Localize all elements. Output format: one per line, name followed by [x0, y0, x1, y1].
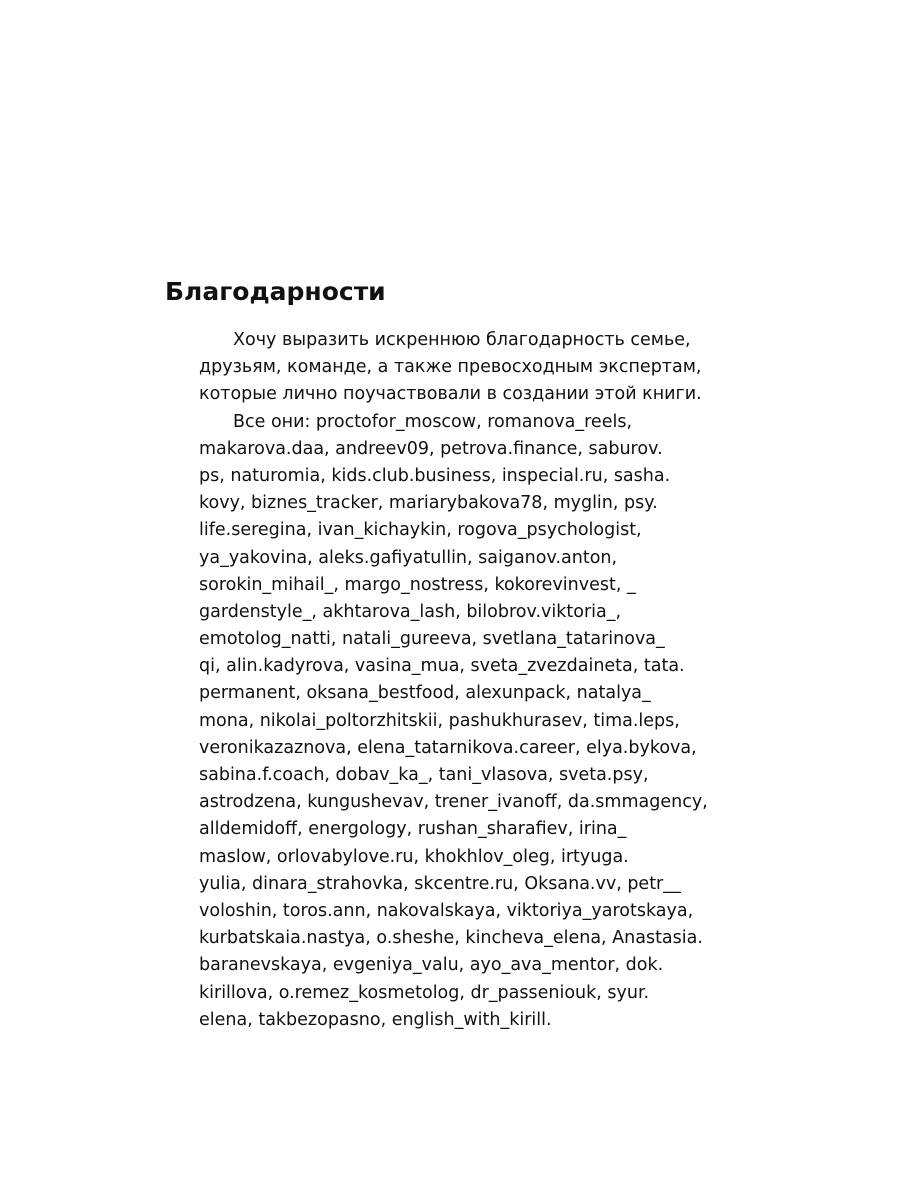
text-line: maslow, orlovabylove.ru, khokhlov_oleg, irtyuga.	[199, 846, 629, 867]
text-line: kurbatskaia.nastya, o.sheshe, kincheva_elena, Anastasia.	[199, 928, 703, 949]
text-line: elena, takbezopasno, english_with_kirill.	[199, 1009, 552, 1030]
page-title: Благодарности	[165, 277, 386, 306]
text-line: qi, alin.kadyrova, vasina_mua, sveta_zvezdaineta, tata.	[199, 656, 685, 677]
text-line: Все они: proctofor_moscow, romanova_reels,	[233, 411, 633, 432]
text-line: permanent, oksana_bestfood, alexunpack, natalya_	[199, 683, 651, 704]
text-line: baranevskaya, evgeniya_valu, ayo_ava_mentor, dok.	[199, 955, 664, 976]
text-line: ps, naturomia, kids.club.business, inspecial.ru, sasha.	[199, 465, 671, 486]
text-line: voloshin, toros.ann, nakovalskaya, viktoriya_yarotskaya,	[199, 900, 694, 921]
text-line: life.seregina, ivan_kichaykin, rogova_psychologist,	[199, 520, 642, 541]
text-line: sabina.f.coach, dobav_ka_, tani_vlasova, sveta.psy,	[199, 765, 649, 785]
text-line: gardenstyle_, akhtarova_lash, bilobrov.viktoria_,	[199, 601, 622, 622]
text-line: sorokin_mihail_, margo_nostress, kokorevinvest, _	[199, 574, 636, 595]
text-line: emotolog_natti, natali_gureeva, svetlana_tatarinova_	[199, 629, 665, 650]
text-line: yulia, dinara_strahovka, skcentre.ru, Oksana.vv, petr__	[199, 873, 681, 894]
text-line: alldemidoff, energology, rushan_sharafiev, irina_	[199, 819, 627, 840]
text-line: ya_yakovina, aleks.gafiyatullin, saiganov.anton,	[199, 547, 618, 568]
text-line: mona, nikolai_poltorzhitskii, pashukhurasev, tima.leps,	[199, 710, 680, 731]
text-line: которые лично поучаствовали в создании этой книги.	[199, 384, 702, 405]
text-line: kirillova, o.remez_kosmetolog, dr_passeniouk, syur.	[199, 982, 650, 1003]
text-line: kovy, biznes_tracker, mariarybakova78, myglin, psy.	[199, 493, 658, 514]
text-line: makarova.daa, andreev09, petrova.finance, saburov.	[199, 438, 663, 459]
text-line: друзьям, команде, а также превосходным экспертам,	[199, 357, 702, 378]
acknowledgements-text	[199, 327, 719, 1034]
text-line: Хочу выразить искреннюю благодарность семье,	[233, 330, 691, 350]
text-line: astrodzena, kungushevav, trener_ivanoff, da.smmagency,	[199, 792, 708, 813]
text-line: veronikazaznova, elena_tatarnikova.career, elya.bykova,	[199, 737, 697, 758]
